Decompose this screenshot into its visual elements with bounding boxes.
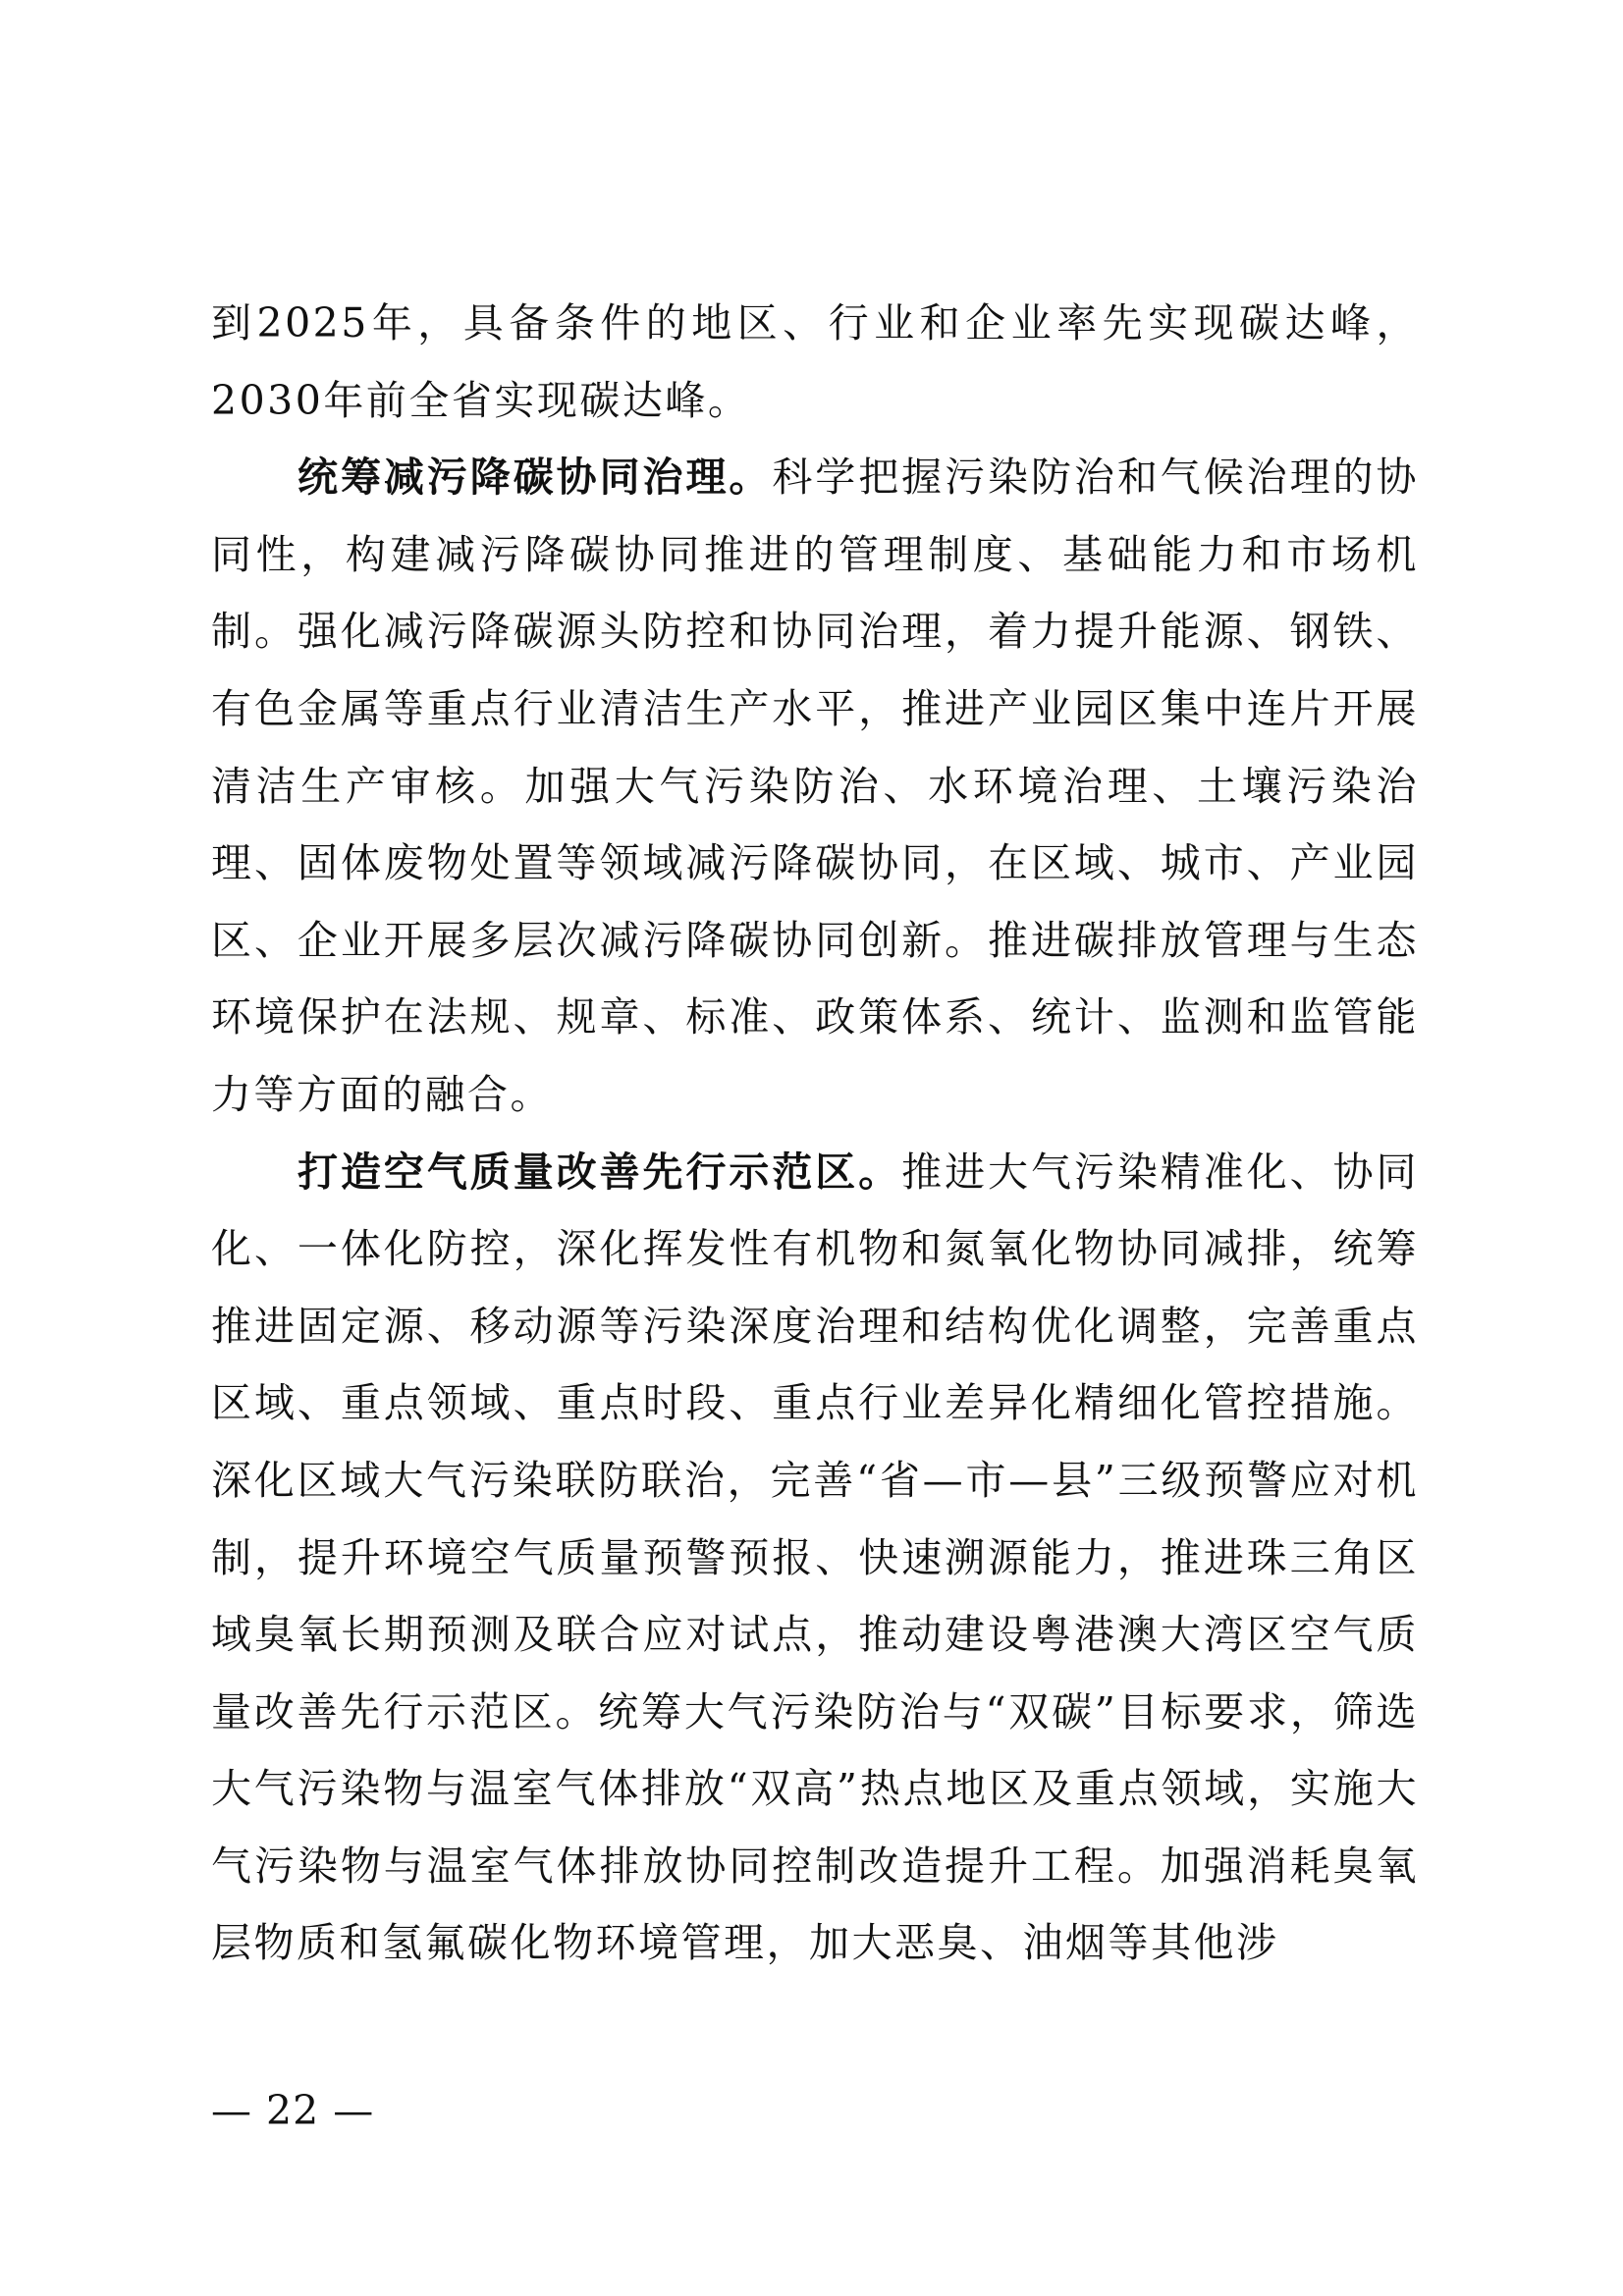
paragraph-air-quality — [211, 1134, 1419, 1983]
paragraph-pollution-carbon — [211, 439, 1419, 1133]
page-number: — 22 — — [211, 2087, 375, 2134]
body-text — [211, 285, 1419, 1982]
paragraph-text: 推进大气污染精准化、协同化、一体化防控，深化挥发性有机物和氮氧化物协同减排，统筹推进固定源、移动源等污染深度治理和结构优化调整，完善重点区域、重点领域、重点时段、重点行业差异化精细化管控措施。深化区域大气污染联防联治，完善“省—市—县”三级预警应对机制，提升环境空气质量预警预报、快速溯源能力，推进珠三角区域臭氧长期预测及联合应对试点，推动建设粤港澳大湾区空气质量改善先行示范区。统筹大气污染防治与“双碳”目标要求，筛选大气污染物与温室气体排放“双高”热点地区及重点领域，实施大气污染物与温室气体排放协同控制改造提升工程。加强消耗臭氧层物质和氢氟碳化物环境管理，加大恶臭、油烟等其他涉 — [211, 1148, 1420, 1967]
paragraph-heading: 打造空气质量改善先行示范区。 — [298, 1148, 902, 1196]
paragraph-continuation — [211, 285, 1419, 439]
paragraph-text: 到2025年，具备条件的地区、行业和企业率先实现碳达峰，2030年前全省实现碳达峰。 — [211, 299, 1419, 424]
paragraph-text: 科学把握污染防治和气候治理的协同性，构建减污降碳协同推进的管理制度、基础能力和市场机制。强化减污降碳源头防控和协同治理，着力提升能源、钢铁、有色金属等重点行业清洁生产水平，推进产业园区集中连片开展清洁生产审核。加强大气污染防治、水环境治理、土壤污染治理、固体废物处置等领域减污降碳协同，在区域、城市、产业园区、企业开展多层次减污降碳协同创新。推进碳排放管理与生态环境保护在法规、规章、标准、政策体系、统计、监测和监管能力等方面的融合。 — [211, 454, 1420, 1118]
paragraph-heading: 统筹减污降碳协同治理。 — [298, 454, 773, 502]
